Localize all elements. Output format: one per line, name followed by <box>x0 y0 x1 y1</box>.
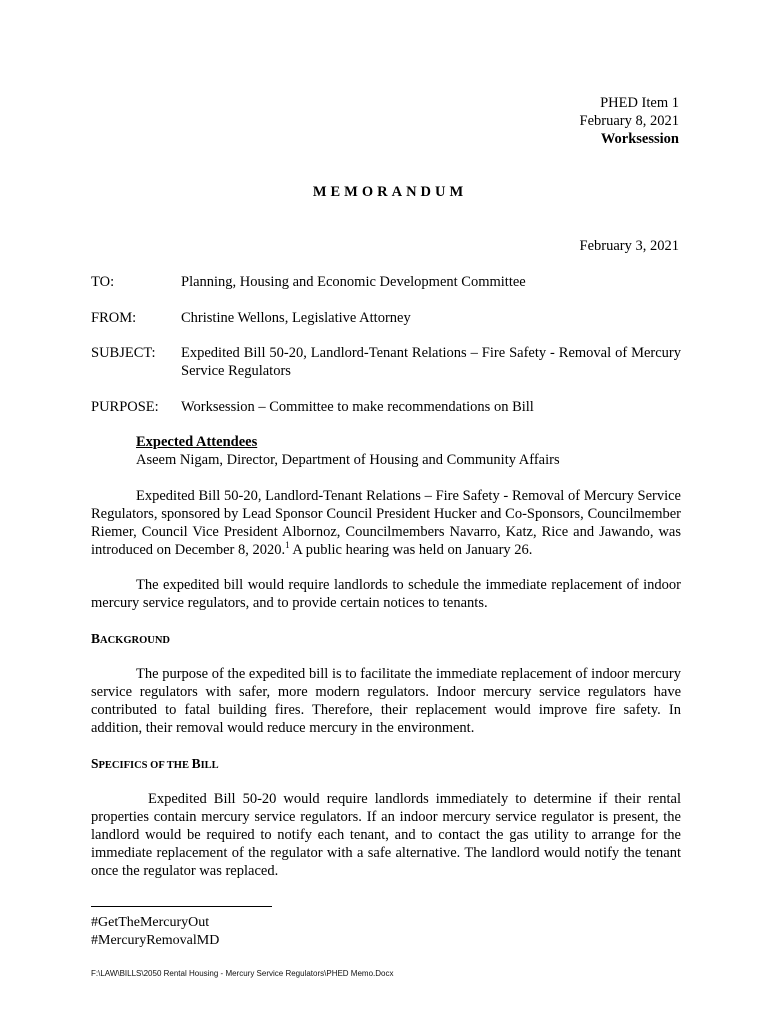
expected-attendees <box>136 433 681 469</box>
intro-paragraph <box>91 487 681 559</box>
footnote-ref: 1 <box>285 540 290 550</box>
footnote-line-2: #MercuryRemovalMD <box>91 933 220 948</box>
memo-date: February 3, 2021 <box>579 238 679 254</box>
summary-paragraph: The expedited bill would require landlords to schedule the immediate replacement of indoor mercury service regulators, and to provide certain notices to tenants. <box>91 577 681 611</box>
background-paragraph: The purpose of the expedited bill is to facilitate the immediate replacement of indoor mercury service regulators with safer, more modern regulators. Indoor mercury service regulators have contributed to fatal building fires. Therefore, their replacement would improve fire safety. In addition, their removal would reduce mercury in the environment. <box>91 666 681 736</box>
phed-item: PHED Item 1 <box>600 95 679 111</box>
attendee-line: Aseem Nigam, Director, Department of Housing and Community Affairs <box>136 452 560 468</box>
intro-text-end: A public hearing was held on January 26. <box>289 542 533 558</box>
to-label: TO: <box>91 274 115 290</box>
file-path-footer: F:\LAW\BILLS\2050 Rental Housing - Mercury Service Regulators\PHED Memo.Docx <box>91 969 394 978</box>
memo-title: MEMORANDUM <box>312 184 468 200</box>
to-value: Planning, Housing and Economic Development Committee <box>181 274 526 290</box>
footnote <box>91 914 219 950</box>
footnote-divider <box>91 906 272 907</box>
purpose-label: PURPOSE: <box>91 399 159 415</box>
subject-label: SUBJECT: <box>91 345 156 361</box>
subject-value: Expedited Bill 50-20, Landlord-Tenant Relations – Fire Safety - Removal of Mercury Service Regulators <box>181 345 681 379</box>
from-label: FROM: <box>91 310 137 326</box>
purpose-value: Worksession – Committee to make recommendations on Bill <box>181 399 534 415</box>
background-heading: BACKGROUND <box>91 631 171 646</box>
specifics-paragraph: Expedited Bill 50-20 would require landlords immediately to determine if their rental properties contain mercury service regulators. If an indoor mercury service regulator is present, the landlord would be required to notify each tenant, and to contact the gas utility to arrange for the immediate replacement of the regulator with a safe alternative. The landlord would notify the tenant once the regulator was replaced. <box>91 791 681 879</box>
specifics-heading: SPECIFICS OF THE BILL <box>91 756 219 771</box>
header-date: February 8, 2021 <box>579 113 679 129</box>
footnote-line-1: #GetTheMercuryOut <box>91 915 210 930</box>
session-label: Worksession <box>600 131 679 147</box>
intro-text: Expedited Bill 50-20, Landlord-Tenant Relations – Fire Safety - Removal of Mercury Service Regulators, sponsored by Lead Sponsor Council President Hucker and Co-Sponsors, Councilmember Riemer, Council Vice President Albornoz, Councilmembers Navarro, Katz, Rice and Jawando, was introduced on December 8, 2020. <box>91 488 681 558</box>
header-block <box>580 94 679 148</box>
from-value: Christine Wellons, Legislative Attorney <box>181 310 411 326</box>
attendees-heading: Expected Attendees <box>136 434 258 450</box>
